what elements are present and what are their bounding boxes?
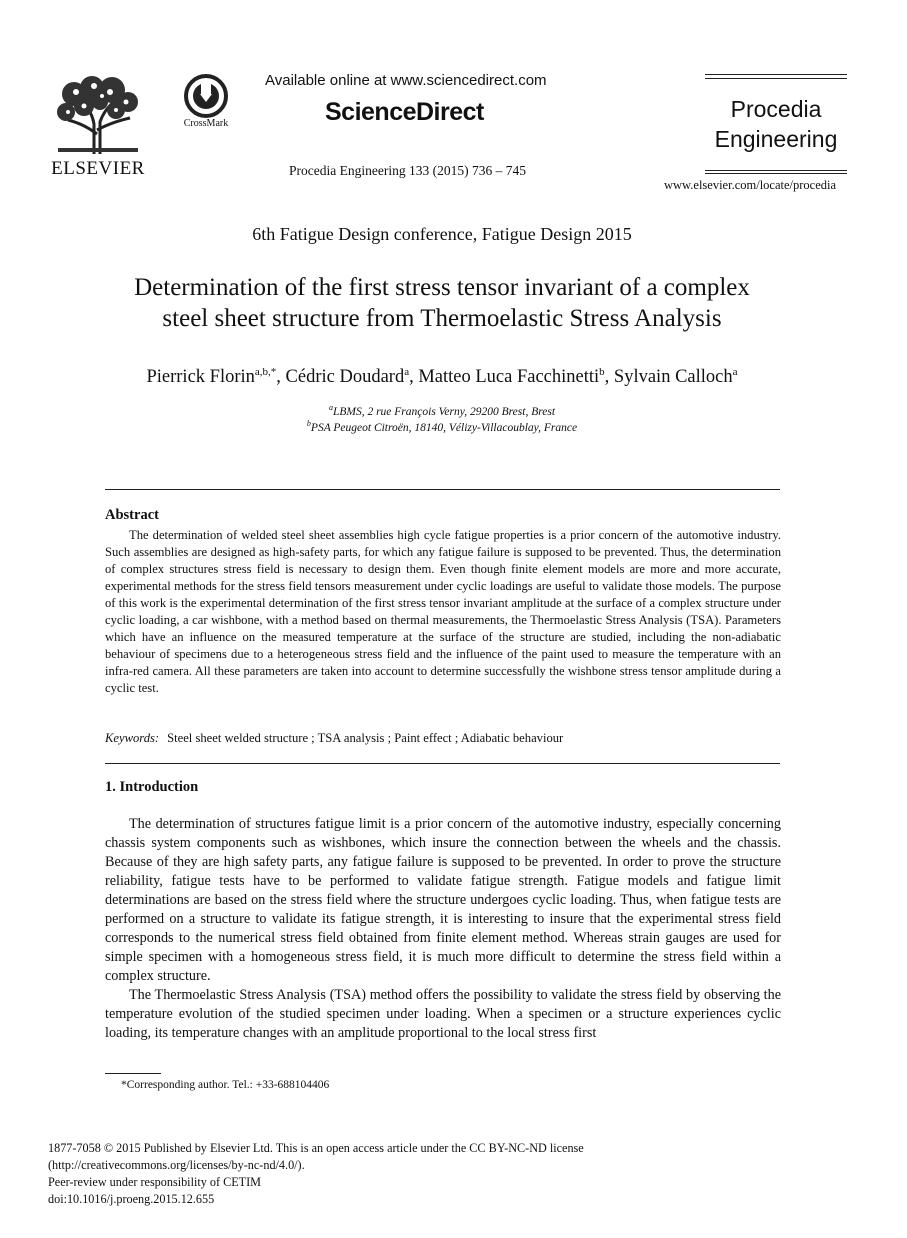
elsevier-wordmark: ELSEVIER <box>51 158 145 179</box>
license-statement: 1877-7058 © 2015 Published by Elsevier Ltd. This is an open access article under the CC BY-NC-ND license <box>48 1141 584 1155</box>
author-list <box>0 366 884 388</box>
author: Sylvain Calloch$^a$ <box>613 366 738 388</box>
sciencedirect-logo: ScienceDirect <box>325 98 484 126</box>
paper-title <box>80 272 804 334</box>
title-line-2: steel sheet structure from Thermoelastic Stress Analysis <box>162 305 722 332</box>
journal-name-line2: Engineering <box>714 126 838 152</box>
keywords-list: Steel sheet welded structure ; TSA analysis ; Paint effect ; Adiabatic behaviour <box>167 731 564 745</box>
keywords <box>105 731 563 746</box>
author: Matteo Luca Facchinetti$^b$, <box>418 366 614 388</box>
divider <box>105 763 780 764</box>
affiliation-a: $^a$LBMS, 2 rue François Verny, 29200 Brest, Brest <box>328 403 556 418</box>
affiliation-b: $^b$PSA Peugeot Citroën, 18140, Vélizy-Villacoublay, France <box>306 419 578 434</box>
journal-url[interactable]: www.elsevier.com/locate/procedia <box>664 178 837 192</box>
divider <box>105 489 780 490</box>
crossmark-logo[interactable] <box>174 74 238 134</box>
author: Pierrick Florin$^{a,b,*}$, <box>146 366 286 388</box>
corresponding-author-note: *Corresponding author. Tel.: +33-688104406 <box>121 1079 330 1091</box>
crossmark-icon <box>174 74 238 118</box>
footnote-rule <box>105 1073 161 1074</box>
doi[interactable]: doi:10.1016/j.proeng.2015.12.655 <box>48 1192 215 1206</box>
keywords-label: Keywords: <box>105 731 160 745</box>
license-url[interactable]: (http://creativecommons.org/licenses/by-nc-nd/4.0/). <box>48 1158 305 1172</box>
author: Cédric Doudard$^a$, <box>285 366 419 388</box>
section-heading: 1. Introduction <box>105 779 199 795</box>
abstract-heading: Abstract <box>105 507 159 523</box>
conference-name: 6th Fatigue Design conference, Fatigue Design 2015 <box>252 224 632 244</box>
elsevier-tree-icon <box>54 74 142 156</box>
intro-paragraph-1: The determination of structures fatigue limit is a prior concern of the automotive industry, especially concerning chassis system components such as wishbones, which insure the connection between the wheels and the chassis. Because of they are high safety parts, any fatigue failure is supposed to be prevented. In order to prove the structure reliability, fatigue tests have to be performed to validate fatigue strength. Fatigue models and fatigue limit determinations are based on the stress field where the structure undergoes cyclic loading. Thus, when fatigue tests are performed on a structure to validate its fatigue strength, it is interesting to insure that the experimental stress field corresponds to the numerical stress field obtained from finite element method. Whereas strain gauges are used for simple specimen with a homogeneous stress field, it is much more difficult to determine the stress field within a complex structure. <box>105 816 781 984</box>
abstract-text: The determination of welded steel sheet assemblies high cycle fatigue properties is a prior concern of the automotive industry. Such assemblies are designed as high-safety parts, for which any fatigue failure is supposed to be prevented. Thus, the determination of complex structures stress field is necessary to design them. Even though finite element models are more and more accurate, experimental methods for the stress field tensors measurement under cyclic loadings are useful to validate those models. The purpose of this work is the experimental determination of the first stress tensor invariant amplitude at the surface of a complex structure under cyclic loading, a car wishbone, with a method based on thermal measurements, the Thermoelastic Stress Analysis (TSA). Parameters which have an influence on the measured temperature at the surface of the structure are studied, including the non-adiabatic behaviour of specimens due to a heterogeneous stress field and the influence of the paint used to measure the temperature with an infra-red camera. All these parameters are taken into account to determine successfully the wishbone stress tensor amplitude during a cyclic test. <box>105 528 781 695</box>
title-line-1: Determination of the first stress tensor invariant of a complex <box>134 274 750 301</box>
journal-name <box>705 94 847 154</box>
intro-paragraph-2: The Thermoelastic Stress Analysis (TSA) method offers the possibility to validate the stress field by observing the temperature evolution of the studied specimen under loading. When a specimen or a structure experiences cyclic loading, its temperature changes with an amplitude proportional to the local stress first <box>105 987 781 1041</box>
elsevier-logo <box>48 74 148 180</box>
available-online[interactable]: Available online at www.sciencedirect.com <box>265 72 547 89</box>
journal-citation: Procedia Engineering 133 (2015) 736 – 745 <box>289 163 526 178</box>
journal-logo <box>705 74 847 174</box>
journal-name-line1: Procedia <box>730 96 822 122</box>
crossmark-label: CrossMark <box>183 118 229 129</box>
peer-review-note: Peer-review under responsibility of CETIM <box>48 1175 261 1189</box>
